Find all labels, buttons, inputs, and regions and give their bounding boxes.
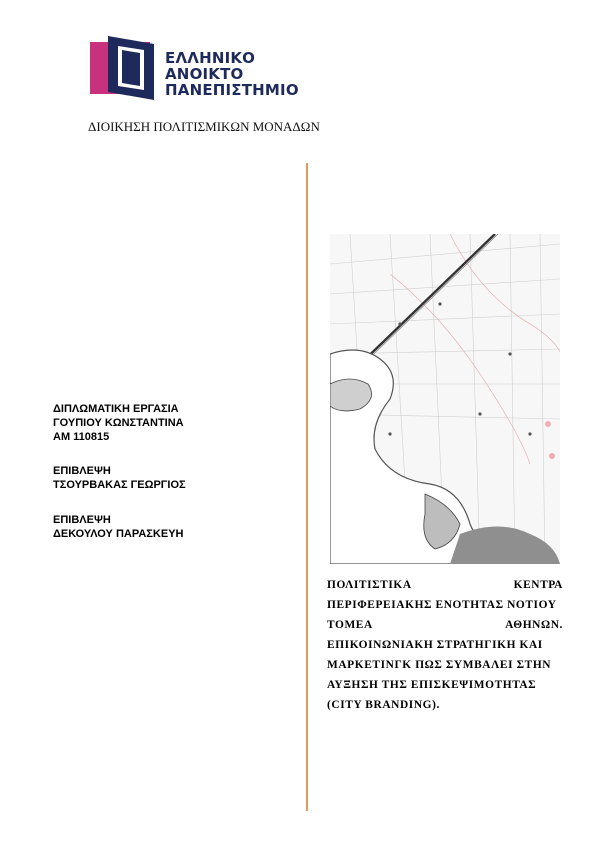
cover-map-image <box>330 234 560 564</box>
supervisor-info-2 <box>53 513 183 541</box>
title-line-1 <box>327 575 563 595</box>
title-line-4: ΕΠΙΚΟΙΝΩΝΙΑΚΗ ΣΤΡΑΤΗΓΙΚΗ ΚΑΙ <box>327 639 543 651</box>
title-line-6: ΑΥΞΗΣΗ ΤΗΣ ΕΠΙΣΚΕΨΙΜΟΤΗΤΑΣ <box>327 679 537 691</box>
thesis-author: ΓΟΥΠΙΟΥ ΚΩΝΣΤΑΝΤΙΝΑ <box>53 417 184 429</box>
thesis-registration: ΑΜ 110815 <box>53 431 110 443</box>
title-line-5: ΜΑΡΚΕΤΙΝΓΚ ΠΩΣ ΣΥΜΒΑΛΕΙ ΣΤΗΝ <box>327 659 552 671</box>
title-line-1-left: ΠΟΛΙΤΙΣΤΙΚΑ <box>327 579 412 591</box>
thesis-info <box>53 402 184 444</box>
title-line-1-right: ΚΕΝΤΡΑ <box>513 579 563 591</box>
thesis-type: ΔΙΠΛΩΜΑΤΙΚΗ ΕΡΓΑΣΙΑ <box>53 403 179 415</box>
university-logo-icon <box>90 34 158 102</box>
title-line-7: (CITY BRANDING). <box>327 699 440 711</box>
logo-text-line-2: ΑΝΟΙΚΤΟ <box>165 65 244 83</box>
supervisor-role: ΕΠΙΒΛΕΨΗ <box>53 465 111 477</box>
supervisor-role: ΕΠΙΒΛΕΨΗ <box>53 514 111 526</box>
supervisor-info-1 <box>53 464 186 492</box>
logo-text-line-1: ΕΛΛΗΝΙΚΟ <box>165 49 256 67</box>
thesis-title <box>327 575 563 715</box>
logo-text-line-3: ΠΑΝΕΠΙΣΤΗΜΙΟ <box>165 81 299 99</box>
title-line-3 <box>327 615 563 635</box>
title-line-2: ΠΕΡΙΦΕΡΕΙΑΚΗΣ ΕΝΟΤΗΤΑΣ ΝΟΤΙΟΥ <box>327 599 557 611</box>
supervisor-name: ΤΣΟΥΡΒΑΚΑΣ ΓΕΩΡΓΙΟΣ <box>53 479 186 491</box>
supervisor-name: ΔΕΚΟΥΛΟΥ ΠΑΡΑΣΚΕΥΗ <box>53 528 184 540</box>
title-line-3-left: ΤΟΜΕΑ <box>327 619 373 631</box>
department-name: ΔΙΟΙΚΗΣΗ ΠΟΛΙΤΙΣΜΙΚΩΝ ΜΟΝΑΔΩΝ <box>88 119 320 134</box>
title-line-3-right: ΑΘΗΝΩΝ. <box>505 619 563 631</box>
vertical-divider <box>306 163 308 811</box>
